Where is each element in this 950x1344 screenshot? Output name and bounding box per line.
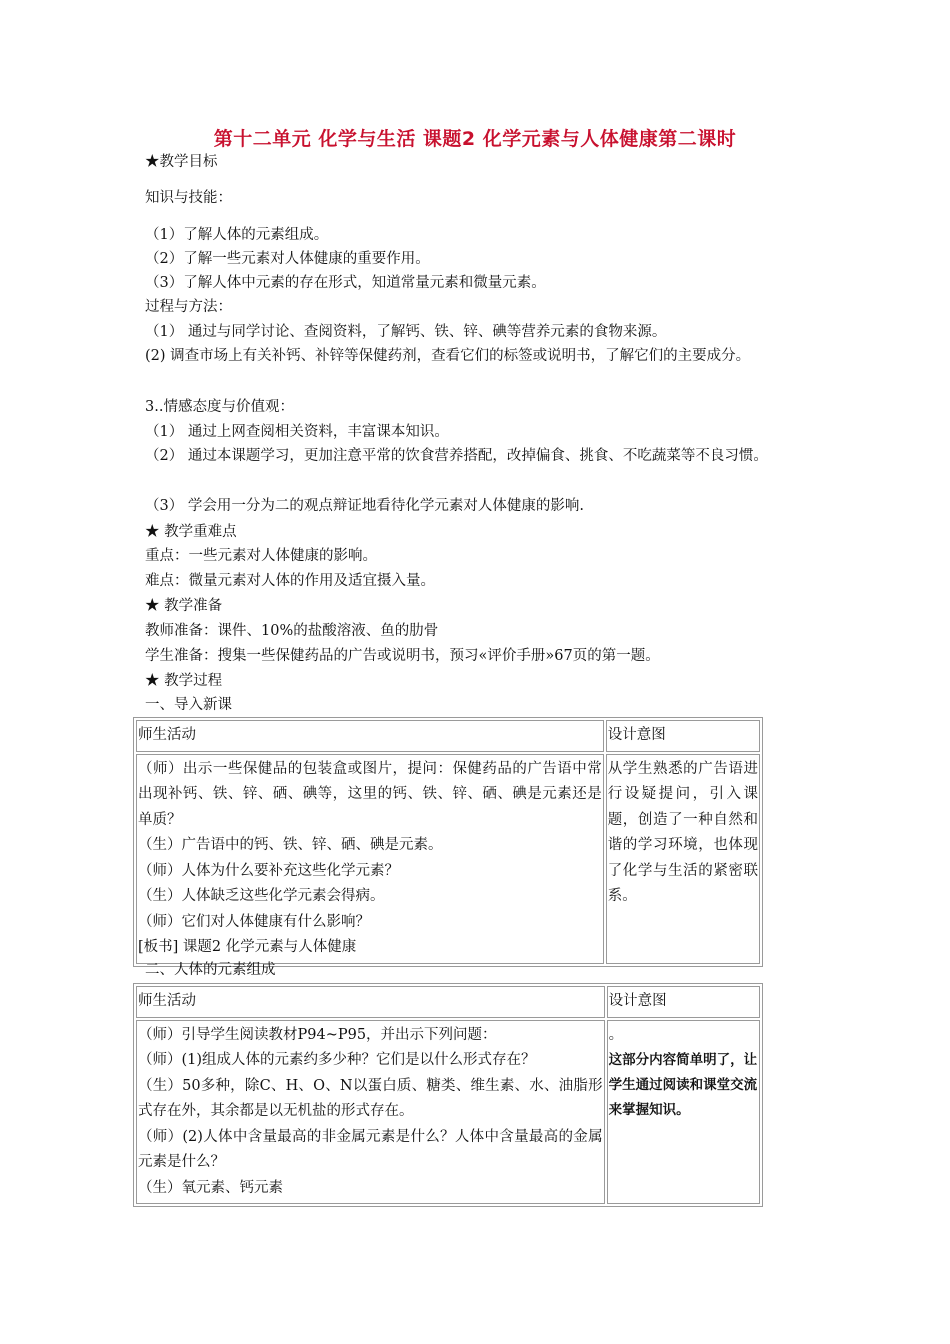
section2-line-4: （师）(2)人体中含量最高的非金属元素是什么？人体中含量最高的金属元素是什么？: [138, 1128, 603, 1170]
preparation-student: 学生准备：搜集一些保健药品的广告或说明书，预习«评价手册»67页的第一题。: [145, 648, 660, 664]
knowledge-item-3: （3）了解人体中元素的存在形式，知道常量元素和微量元素。: [145, 275, 546, 291]
attitude-item-1: （1） 通过上网查阅相关资料，丰富课本知识。: [145, 424, 449, 440]
page-title: 第十二单元 化学与生活 课题2 化学元素与人体健康第二课时: [213, 128, 737, 150]
section2-col-intent: 设计意图: [607, 986, 760, 1018]
section1-line-5: （师）它们对人体健康有什么影响？: [138, 913, 370, 930]
section1-table: [133, 717, 763, 967]
section2-line-3: （生）50多种，除C、H、O、N以蛋白质、糖类、维生素、水、油脂形式存在外，其余都是以无机盐的形式存在。: [138, 1077, 603, 1119]
section1-line-1: （师）出示一些保健品的包装盒或图片，提问：保健药品的广告语中常出现补钙、铁、锌、硒、碘等，这里的钙、铁、锌、硒、碘是元素还是单质？: [138, 760, 602, 828]
process-item-2: (2) 调查市场上有关补钙、补锌等保健药剂，查看它们的标签或说明书，了解它们的主要成分。: [145, 348, 751, 364]
section2-heading: 二、人体的元素组成: [145, 962, 276, 978]
section2-line-2: （师）(1)组成人体的元素约多少种？它们是以什么形式存在？: [138, 1052, 536, 1068]
section1-heading: 一、导入新课: [145, 697, 232, 713]
section2-line-5: （生）氧元素、钙元素: [138, 1179, 283, 1196]
preparation-teacher: 教师准备：课件、10%的盐酸溶液、鱼的肋骨: [145, 623, 439, 639]
section2-activity-cell: [136, 1020, 605, 1205]
attitude-item-3: （3） 学会用一分为二的观点辩证地看待化学元素对人体健康的影响.: [145, 498, 584, 514]
section1-line-6: [板书] 课题2 化学元素与人体健康: [138, 939, 357, 955]
process-heading: 过程与方法：: [145, 299, 232, 315]
key-points-heading: ★ 教学重难点: [145, 524, 237, 540]
attitude-heading: 3..情感态度与价值观：: [145, 399, 294, 415]
knowledge-heading: 知识与技能：: [145, 190, 232, 206]
knowledge-item-1: （1）了解人体的元素组成。: [145, 227, 329, 243]
process-item-1: （1） 通过与同学讨论、查阅资料，了解钙、铁、锌、碘等营养元素的食物来源。: [145, 324, 667, 340]
section2-intent-mark: 。: [608, 1026, 624, 1043]
section1-line-3: （师）人体为什么要补充这些化学元素？: [138, 862, 399, 879]
key-point-difficulty: 难点：微量元素对人体的作用及适宜摄入量。: [145, 573, 435, 589]
objectives-heading: ★教学目标: [145, 154, 218, 170]
key-point-focus: 重点：一些元素对人体健康的影响。: [145, 548, 377, 564]
section2-col-activity: 师生活动: [136, 986, 605, 1018]
section1-line-4: （生）人体缺乏这些化学元素会得病。: [138, 888, 385, 904]
process-main-heading: ★ 教学过程: [145, 673, 223, 689]
knowledge-item-2: （2）了解一些元素对人体健康的重要作用。: [145, 251, 430, 267]
section2-table: [133, 983, 763, 1207]
section2-intent-text: 这部分内容简单明了，让学生通过阅读和课堂交流来掌握知识。: [608, 1052, 758, 1118]
section2-intent-cell: [607, 1020, 760, 1205]
section1-line-2: （生）广告语中的钙、铁、锌、硒、碘是元素。: [138, 837, 443, 853]
section1-col-activity: 师生活动: [136, 720, 604, 752]
section1-col-intent: 设计意图: [606, 720, 760, 752]
section1-activity-cell: [136, 754, 604, 964]
attitude-item-2: （2） 通过本课题学习，更加注意平常的饮食营养搭配，改掉偏食、挑食、不吃蔬菜等不良习惯。: [145, 448, 768, 464]
section1-intent-cell: 从学生熟悉的广告语进行设疑提问，引入课题，创造了一种自然和谐的学习环境，也体现了化学与生活的紧密联系。: [606, 754, 760, 964]
section2-line-1: （师）引导学生阅读教材P94~P95，并出示下列问题：: [138, 1026, 497, 1043]
preparation-heading: ★ 教学准备: [145, 598, 223, 614]
